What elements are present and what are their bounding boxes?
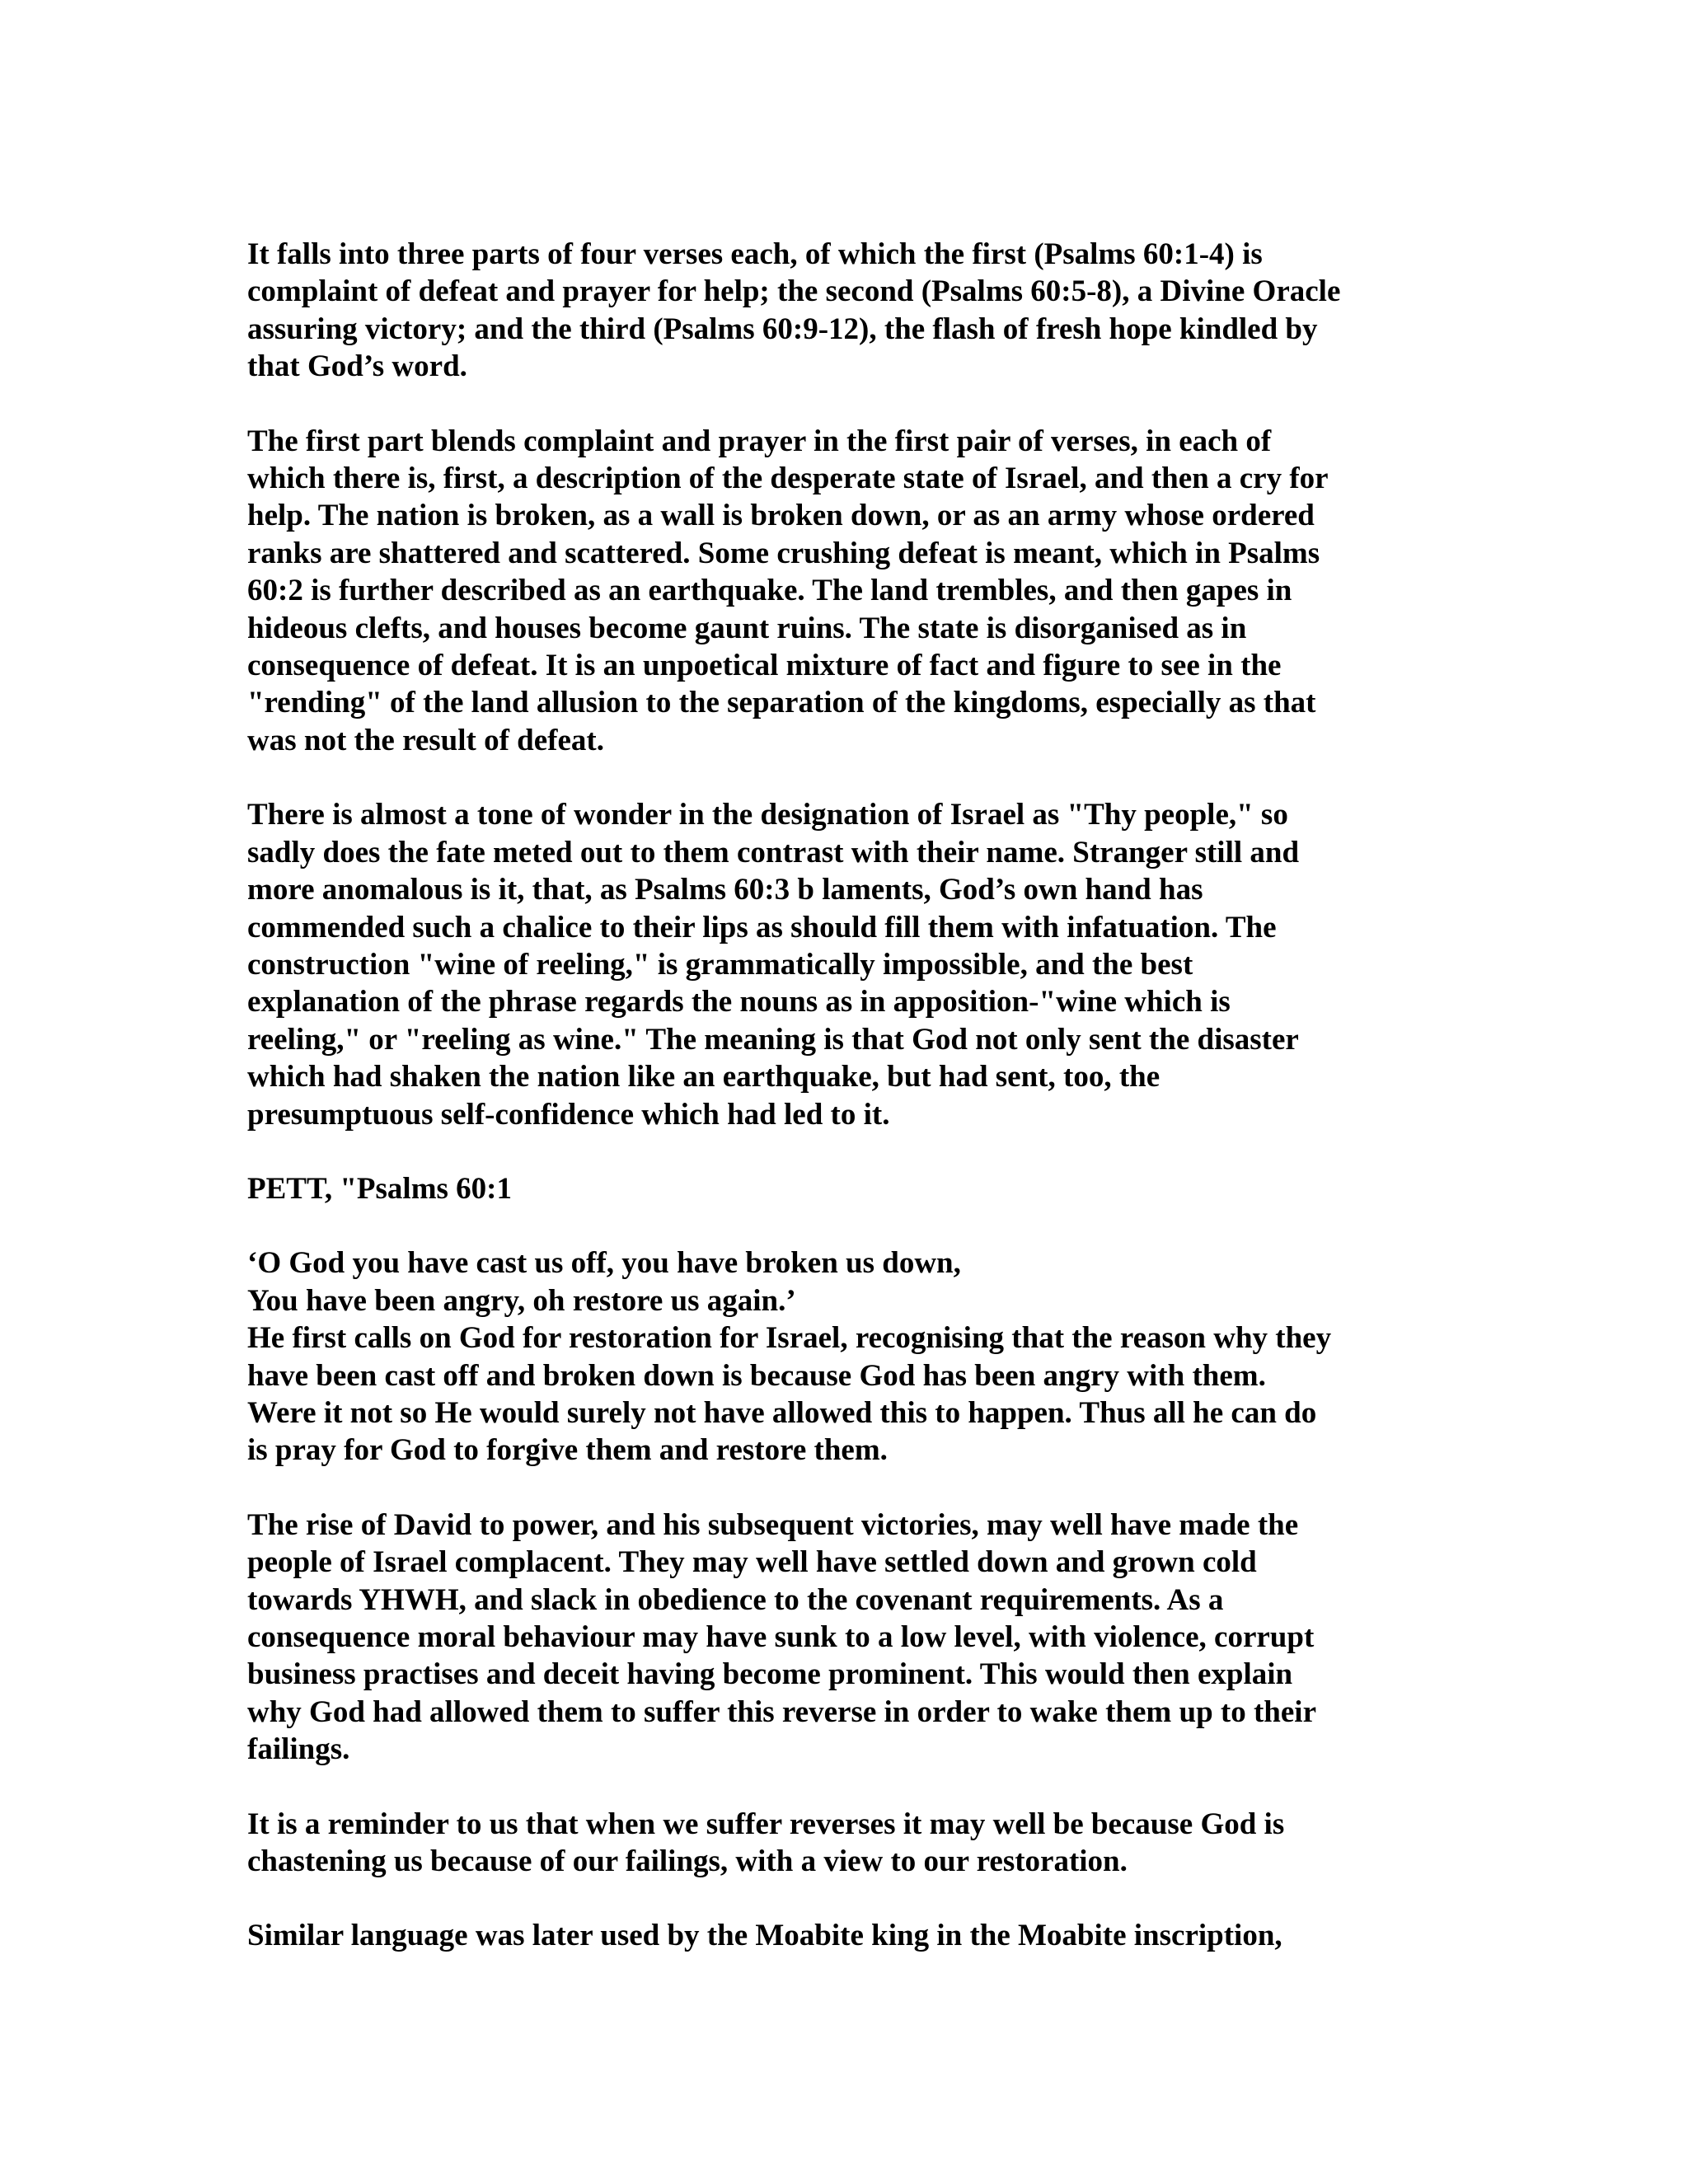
- text-line: people of Israel complacent. They may well have settled down and grown cold: [247, 1545, 1257, 1580]
- text-line: The first part blends complaint and prayer in the first pair of verses, in each of: [247, 424, 1272, 458]
- text-line: have been cast off and broken down is because God has been angry with them.: [247, 1358, 1266, 1393]
- text-line: commended such a chalice to their lips as should fill them with infatuation. The: [247, 910, 1277, 944]
- paragraph-thy-people: [247, 796, 1451, 1133]
- text-line: help. The nation is broken, as a wall is broken down, or as an army whose ordered: [247, 499, 1315, 533]
- text-line: There is almost a tone of wonder in the designation of Israel as "Thy people," so: [247, 798, 1288, 832]
- paragraph-first-part: [247, 423, 1451, 760]
- heading-line: PETT, "Psalms 60:1: [247, 1171, 513, 1206]
- verse-quote-line: You have been angry, oh restore us again.’: [247, 1283, 796, 1318]
- text-line: consequence of defeat. It is an unpoetical mixture of fact and figure to see in the: [247, 649, 1282, 683]
- text-line: more anomalous is it, that, as Psalms 60:3 b laments, God’s own hand has: [247, 873, 1203, 907]
- text-line: presumptuous self-confidence which had led to it.: [247, 1097, 890, 1132]
- text-line: business practises and deceit having become prominent. This would then explain: [247, 1657, 1293, 1692]
- text-line: 60:2 is further described as an earthquake. The land trembles, and then gapes in: [247, 574, 1292, 608]
- document-body: [247, 236, 1451, 1992]
- paragraph-verse-and-comment: [247, 1244, 1451, 1469]
- text-line: sadly does the fate meted out to them contrast with their name. Stranger still and: [247, 835, 1300, 869]
- text-line: reeling," or "reeling as wine." The meaning is that God not only sent the disaster: [247, 1022, 1299, 1057]
- text-line: complaint of defeat and prayer for help; the second (Psalms 60:5-8), a Divine Oracle: [247, 274, 1341, 309]
- text-line: is pray for God to forgive them and restore them.: [247, 1433, 888, 1468]
- verse-quote-line: ‘O God you have cast us off, you have broken us down,: [247, 1246, 961, 1281]
- paragraph-moabite: [247, 1917, 1451, 1954]
- paragraph-structure-overview: [247, 236, 1451, 386]
- text-line: failings.: [247, 1732, 350, 1767]
- text-line: assuring victory; and the third (Psalms 60:9-12), the flash of fresh hope kindled by: [247, 312, 1318, 346]
- text-line: ranks are shattered and scattered. Some crushing defeat is meant, which in Psalms: [247, 536, 1320, 570]
- text-line: consequence moral behaviour may have sunk to a low level, with violence, corrupt: [247, 1620, 1315, 1654]
- text-line: why God had allowed them to suffer this reverse in order to wake them up to their: [247, 1694, 1316, 1729]
- text-line: The rise of David to power, and his subsequent victories, may well have made the: [247, 1507, 1299, 1542]
- text-line: He first calls on God for restoration for Israel, recognising that the reason why they: [247, 1321, 1332, 1356]
- text-line: It is a reminder to us that when we suffer reverses it may well be because God is: [247, 1807, 1285, 1841]
- paragraph-reminder: [247, 1806, 1451, 1881]
- text-line: construction "wine of reeling," is grammatically impossible, and the best: [247, 947, 1193, 982]
- text-line: Similar language was later used by the Moabite king in the Moabite inscription,: [247, 1919, 1282, 1953]
- text-line: Were it not so He would surely not have allowed this to happen. Thus all he can do: [247, 1395, 1317, 1430]
- text-line: "rending" of the land allusion to the separation of the kingdoms, especially as that: [247, 686, 1316, 720]
- text-line: towards YHWH, and slack in obedience to the covenant requirements. As a: [247, 1582, 1224, 1617]
- paragraph-rise-of-david: [247, 1507, 1451, 1769]
- text-line: explanation of the phrase regards the nouns as in apposition-"wine which is: [247, 985, 1231, 1019]
- text-line: which had shaken the nation like an earthquake, but had sent, too, the: [247, 1060, 1160, 1094]
- section-heading-pett: [247, 1170, 1451, 1207]
- text-line: It falls into three parts of four verses each, of which the first (Psalms 60:1-4) is: [247, 237, 1263, 271]
- text-line: that God’s word.: [247, 349, 467, 384]
- text-line: which there is, first, a description of the desperate state of Israel, and then a cry for: [247, 462, 1329, 496]
- text-line: chastening us because of our failings, with a view to our restoration.: [247, 1844, 1128, 1879]
- text-line: hideous clefts, and houses become gaunt ruins. The state is disorganised as in: [247, 611, 1247, 645]
- text-line: was not the result of defeat.: [247, 723, 604, 757]
